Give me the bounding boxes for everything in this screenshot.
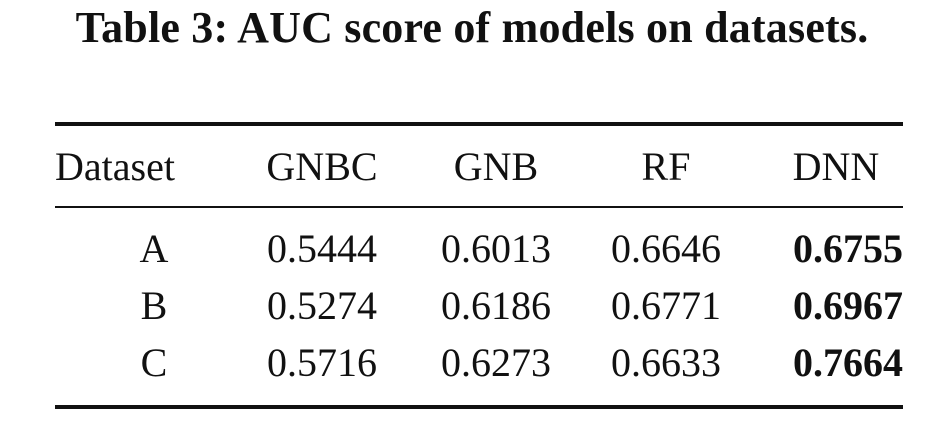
table-row (55, 220, 903, 277)
table-row (55, 277, 903, 334)
cell-dataset: A (139, 226, 169, 271)
cell-gnb: 0.6273 (441, 340, 551, 385)
cell-dnn-best: 0.6755 (793, 226, 903, 271)
cell-dnn-best: 0.7664 (793, 340, 903, 385)
cell-rf: 0.6646 (611, 226, 721, 271)
table-caption: Table 3: AUC score of models on datasets. (75, 3, 869, 52)
results-table (55, 126, 903, 206)
results-table-body (55, 208, 903, 405)
header-dnn: DNN (792, 143, 880, 189)
cell-gnbc: 0.5716 (267, 340, 377, 385)
bottom-rule (55, 405, 903, 409)
header-row (55, 126, 903, 206)
auc-table (55, 122, 903, 409)
cell-gnb: 0.6013 (441, 226, 551, 271)
cell-gnbc: 0.5444 (267, 226, 377, 271)
header-dataset: Dataset (55, 143, 175, 189)
cell-rf: 0.6771 (611, 283, 721, 328)
table-row (55, 334, 903, 391)
cell-gnb: 0.6186 (441, 283, 551, 328)
cell-rf: 0.6633 (611, 340, 721, 385)
cell-dataset: B (140, 283, 168, 328)
header-gnbc: GNBC (266, 143, 378, 189)
cell-dataset: C (140, 340, 168, 385)
header-gnb: GNB (453, 143, 539, 189)
header-rf: RF (641, 143, 691, 189)
cell-dnn-best: 0.6967 (793, 283, 903, 328)
cell-gnbc: 0.5274 (267, 283, 377, 328)
